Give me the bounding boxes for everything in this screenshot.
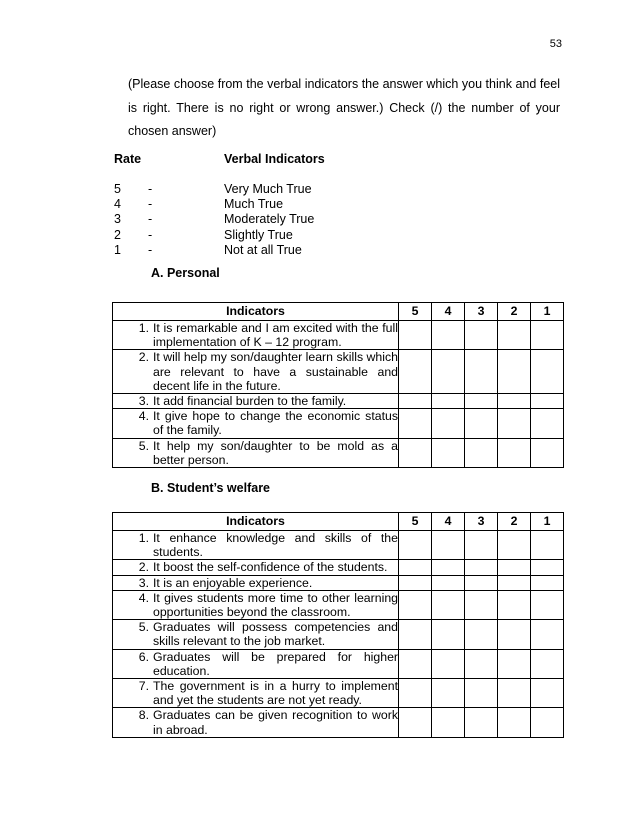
legend-rate: 2 [114, 227, 121, 242]
rate-2-checkbox-cell[interactable] [498, 575, 531, 590]
rate-1-checkbox-cell[interactable] [531, 560, 564, 575]
item-number: 8. [138, 708, 149, 723]
rate-1-header: 1 [531, 303, 564, 321]
item-text: Graduates will possess competencies and skills relevant to the job market. [153, 620, 398, 649]
legend-dash: - [148, 242, 153, 257]
item-number: 1. [138, 531, 149, 545]
item-text: It enhance knowledge and skills of the students. [153, 531, 398, 560]
student-welfare-indicators-table [112, 512, 564, 738]
table-row [113, 531, 564, 560]
indicator-cell [113, 394, 399, 409]
rate-3-checkbox-cell[interactable] [465, 560, 498, 575]
legend-dash: - [148, 197, 153, 212]
rate-3-checkbox-cell[interactable] [465, 350, 498, 394]
item-text: It gives students more time to other learning opportunities beyond the classroom. [153, 590, 398, 620]
legend-row [114, 228, 325, 243]
rate-4-checkbox-cell[interactable] [432, 350, 465, 394]
table-row [113, 394, 564, 409]
rate-2-checkbox-cell[interactable] [498, 394, 531, 409]
table-row [113, 321, 564, 350]
table-row [113, 409, 564, 438]
rate-3-header: 3 [465, 303, 498, 321]
rate-4-checkbox-cell[interactable] [432, 394, 465, 409]
rate-2-checkbox-cell[interactable] [498, 438, 531, 467]
legend-label: Very Much True [224, 182, 312, 196]
instructions-paragraph: (Please choose from the verbal indicators the answer which you think and feel is right. There is no right or wrong answer.) Check (/) the number of your chosen answer) [128, 77, 560, 138]
item-text: It help my son/daughter to be mold as a better person. [153, 438, 398, 467]
legend-rate: 3 [114, 212, 121, 227]
item-text: Graduates can be given recognition to work in abroad. [153, 708, 398, 737]
item-text: Graduates will be prepared for higher education. [153, 649, 398, 678]
item-number: 2. [138, 350, 149, 365]
indicators-header: Indicators [113, 513, 399, 531]
legend-dash: - [148, 182, 153, 196]
rate-4-checkbox-cell[interactable] [432, 620, 465, 649]
legend-rate: 5 [114, 182, 121, 196]
rate-2-header: 2 [498, 303, 531, 321]
rate-2-checkbox-cell[interactable] [498, 708, 531, 737]
rate-5-checkbox-cell[interactable] [399, 531, 432, 560]
indicator-cell [113, 620, 399, 649]
legend-label: Moderately True [224, 212, 315, 227]
rate-4-checkbox-cell[interactable] [432, 560, 465, 575]
rate-5-checkbox-cell[interactable] [399, 590, 432, 619]
legend-rate: 4 [114, 197, 121, 212]
rate-3-checkbox-cell[interactable] [465, 409, 498, 438]
legend-dash: - [148, 227, 153, 242]
item-text: It is an enjoyable experience. [153, 575, 313, 590]
rate-5-checkbox-cell[interactable] [399, 649, 432, 678]
legend-dash: - [148, 212, 153, 227]
item-text: It is remarkable and I am excited with the full implementation of K – 12 program. [153, 321, 398, 350]
rate-4-checkbox-cell[interactable] [432, 708, 465, 737]
rate-5-checkbox-cell[interactable] [399, 708, 432, 737]
rate-2-checkbox-cell[interactable] [498, 409, 531, 438]
rate-5-header: 5 [399, 513, 432, 531]
rate-3-checkbox-cell[interactable] [465, 575, 498, 590]
table-row [113, 575, 564, 590]
rate-5-checkbox-cell[interactable] [399, 321, 432, 350]
rate-5-checkbox-cell[interactable] [399, 394, 432, 409]
rate-4-checkbox-cell[interactable] [432, 590, 465, 619]
legend-label: Much True [224, 197, 284, 212]
legend-row [114, 212, 325, 227]
legend-rate: 1 [114, 242, 121, 257]
rate-1-checkbox-cell[interactable] [531, 438, 564, 467]
rate-2-checkbox-cell[interactable] [498, 679, 531, 708]
section-title-students-welfare: B. Student’s welfare [151, 481, 271, 495]
item-number: 5. [138, 620, 149, 635]
rate-5-checkbox-cell[interactable] [399, 679, 432, 708]
rate-1-checkbox-cell[interactable] [531, 321, 564, 350]
rate-4-checkbox-cell[interactable] [432, 649, 465, 678]
rate-5-checkbox-cell[interactable] [399, 350, 432, 394]
indicator-cell [113, 560, 399, 575]
table-row [113, 560, 564, 575]
item-text: It add financial burden to the family. [153, 394, 347, 409]
legend-row [114, 182, 325, 197]
rate-1-checkbox-cell[interactable] [531, 679, 564, 708]
item-number: 1. [138, 321, 149, 335]
table-row [113, 590, 564, 619]
indicators-header: Indicators [113, 303, 399, 321]
rate-2-header: 2 [498, 513, 531, 531]
personal-indicators-table [112, 302, 564, 468]
rate-4-checkbox-cell[interactable] [432, 531, 465, 560]
indicator-cell [113, 438, 399, 467]
rate-1-checkbox-cell[interactable] [531, 575, 564, 590]
indicator-cell [113, 350, 399, 394]
item-number: 2. [138, 560, 149, 575]
indicator-cell [113, 531, 399, 560]
rate-3-checkbox-cell[interactable] [465, 394, 498, 409]
indicator-cell [113, 575, 399, 590]
table-row [113, 350, 564, 394]
item-number: 4. [138, 590, 149, 605]
rate-3-checkbox-cell[interactable] [465, 590, 498, 619]
rate-4-checkbox-cell[interactable] [432, 679, 465, 708]
legend-indicator-header: Verbal Indicators [224, 152, 325, 166]
item-text: It give hope to change the economic status of the family. [153, 409, 398, 438]
legend-label: Slightly True [224, 227, 293, 242]
legend-row [114, 197, 325, 212]
page-number: 53 [549, 38, 562, 50]
table-row [113, 679, 564, 708]
rate-2-checkbox-cell[interactable] [498, 321, 531, 350]
table-row [113, 620, 564, 649]
legend-header [114, 152, 325, 182]
rate-4-checkbox-cell[interactable] [432, 409, 465, 438]
indicator-cell [113, 649, 399, 678]
rate-2-checkbox-cell[interactable] [498, 531, 531, 560]
indicator-cell [113, 679, 399, 708]
rate-3-checkbox-cell[interactable] [465, 531, 498, 560]
rate-1-checkbox-cell[interactable] [531, 620, 564, 649]
rate-5-checkbox-cell[interactable] [399, 560, 432, 575]
indicator-cell [113, 590, 399, 619]
item-number: 5. [138, 438, 149, 453]
rate-5-checkbox-cell[interactable] [399, 409, 432, 438]
rate-3-header: 3 [465, 513, 498, 531]
rating-legend [114, 152, 325, 258]
item-number: 6. [138, 649, 149, 664]
rate-4-checkbox-cell[interactable] [432, 575, 465, 590]
rate-2-checkbox-cell[interactable] [498, 649, 531, 678]
rate-1-header: 1 [531, 513, 564, 531]
rate-2-checkbox-cell[interactable] [498, 350, 531, 394]
rate-3-checkbox-cell[interactable] [465, 438, 498, 467]
rate-5-checkbox-cell[interactable] [399, 438, 432, 467]
rate-1-checkbox-cell[interactable] [531, 708, 564, 737]
rate-3-checkbox-cell[interactable] [465, 708, 498, 737]
rate-5-checkbox-cell[interactable] [399, 620, 432, 649]
rate-3-checkbox-cell[interactable] [465, 321, 498, 350]
item-text: It will help my son/daughter learn skills which are relevant to have a sustainable and decent life in the future. [153, 350, 398, 393]
indicator-cell [113, 321, 399, 350]
legend-rate-header: Rate [114, 152, 142, 166]
rate-1-checkbox-cell[interactable] [531, 649, 564, 678]
rate-3-checkbox-cell[interactable] [465, 620, 498, 649]
table-header-row [113, 303, 564, 321]
item-number: 4. [138, 409, 149, 424]
indicator-cell [113, 708, 399, 737]
rate-4-checkbox-cell[interactable] [432, 438, 465, 467]
rate-3-checkbox-cell[interactable] [465, 649, 498, 678]
item-number: 7. [138, 679, 149, 694]
rate-1-checkbox-cell[interactable] [531, 531, 564, 560]
rate-4-checkbox-cell[interactable] [432, 321, 465, 350]
legend-label: Not at all True [224, 242, 302, 257]
rate-1-checkbox-cell[interactable] [531, 590, 564, 619]
item-number: 3. [138, 575, 149, 590]
rate-2-checkbox-cell[interactable] [498, 620, 531, 649]
rate-4-header: 4 [432, 513, 465, 531]
item-text: The government is in a hurry to implement and yet the students are not yet ready. [153, 679, 398, 708]
table-row [113, 708, 564, 737]
section-title-personal: A. Personal [151, 266, 220, 280]
rate-1-checkbox-cell[interactable] [531, 409, 564, 438]
legend-row [114, 243, 325, 258]
item-number: 3. [138, 394, 149, 409]
rate-5-header: 5 [399, 303, 432, 321]
indicator-cell [113, 409, 399, 438]
rate-1-checkbox-cell[interactable] [531, 394, 564, 409]
rate-4-header: 4 [432, 303, 465, 321]
rate-5-checkbox-cell[interactable] [399, 575, 432, 590]
table-header-row [113, 513, 564, 531]
table-row [113, 438, 564, 467]
rate-1-checkbox-cell[interactable] [531, 350, 564, 394]
rate-3-checkbox-cell[interactable] [465, 679, 498, 708]
rate-2-checkbox-cell[interactable] [498, 590, 531, 619]
item-text: It boost the self-confidence of the students. [153, 560, 388, 575]
rate-2-checkbox-cell[interactable] [498, 560, 531, 575]
table-row [113, 649, 564, 678]
